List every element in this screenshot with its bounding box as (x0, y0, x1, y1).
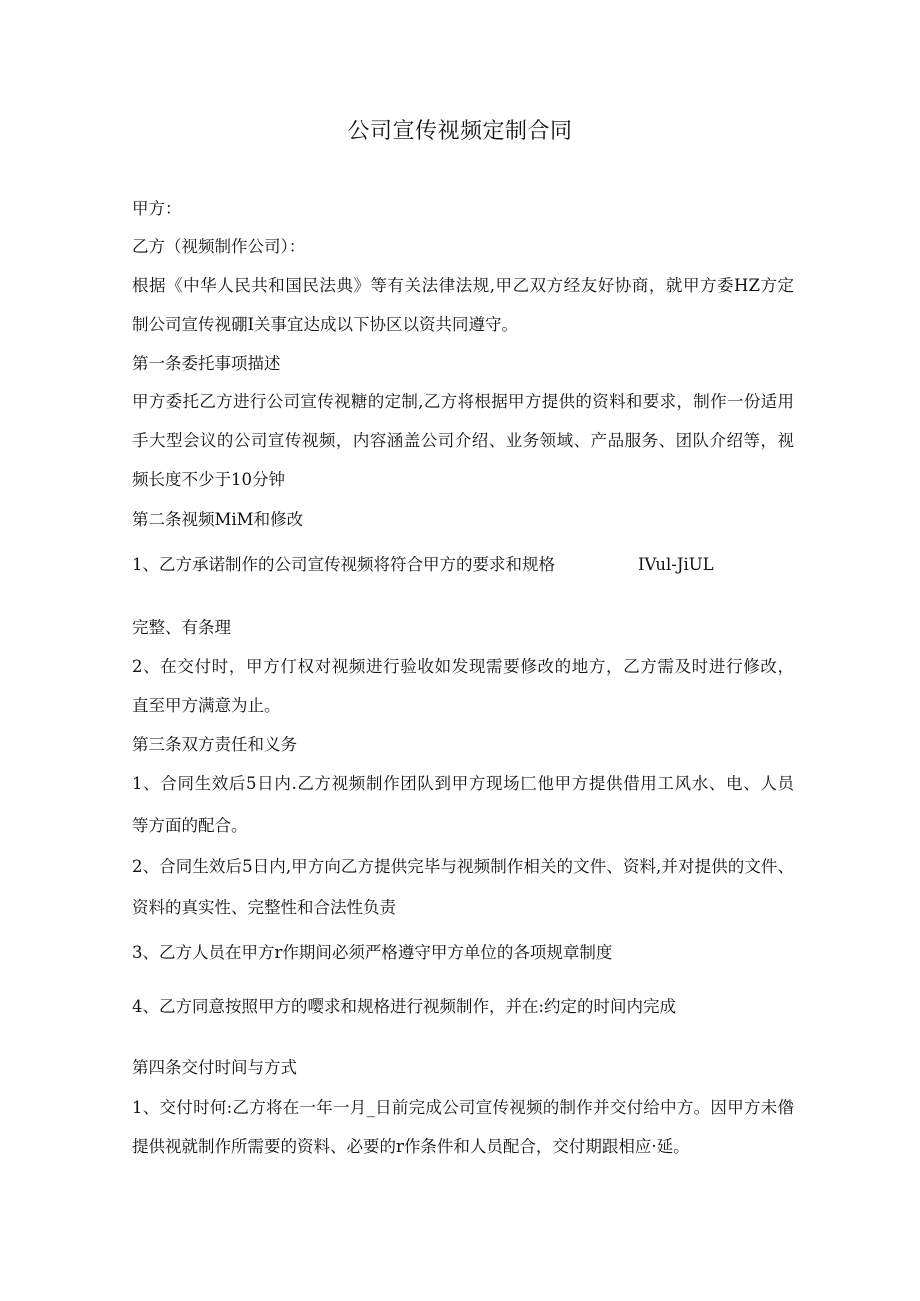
document-title: 公司宣传视频定制合同 (347, 119, 573, 144)
party-a-line: 甲方： (132, 199, 182, 218)
article-2-heading: 第二条视频MiM和修改 (132, 510, 304, 529)
party-b-line: 乙方（视频制作公司）： (132, 237, 306, 256)
article-3-item-1-line-1: 1、合同生效后5日内.乙方视频制作团队到甲方现场匚他甲方提供借用工风水、电、人员 (132, 774, 794, 793)
article-3-item-4: 4、乙方同意按照甲方的嘤求和规格进行视频制作，并在:约定的时间内完成 (132, 997, 677, 1016)
preamble-line-1: 根据《中华人民共和国民法典》等有关法律法规,甲乙双方经友好协商，就甲方委HZ方定 (132, 276, 794, 295)
article-2-item-1-continued: 完整、有条理 (132, 618, 231, 637)
article-1-heading: 第一条委托事项描述 (132, 354, 281, 373)
article-2-item-1: 1、乙方承诺制作的公司宣传视频将符合甲方的要求和规格 (132, 555, 555, 574)
article-2-item-2-line-2: 直至甲方满意为止。 (132, 696, 281, 715)
article-3-item-3: 3、乙方人员在甲方r作期间必须严格遵守甲方单位的各项规章制度 (132, 943, 613, 962)
article-1-line-1: 甲方委托乙方进行公司宣传视糖的定制,乙方将根据甲方提供的资料和要求，制作一份适用 (132, 392, 794, 411)
article-2-item-1-fragment: IVul-JiUL (638, 555, 714, 574)
article-4-item-1-line-1: 1、交付时何:乙方将在一年一月_日前完成公司宣传视频的制作并交付给中方。因甲方未偺 (132, 1098, 794, 1117)
article-3-heading: 第三条双方责任和义务 (132, 735, 297, 754)
article-3-item-2-line-1: 2、合同生效后5日内,甲方向乙方提供完毕与视频制作相关的文件、资料,并对提供的文件、 (132, 857, 794, 876)
preamble-line-2: 制公司宣传视硼I关事宜达成以下协区以资共同遵守。 (132, 315, 519, 334)
article-4-heading: 第四条交付时间与方式 (132, 1058, 297, 1077)
article-3-item-1-line-2: 等方面的配合。 (132, 816, 248, 835)
article-4-item-1-line-2: 提供视就制作所需要的资料、必要的r作条件和人员配合，交付期跟相应·延。 (132, 1137, 690, 1156)
article-1-line-2: 手大型会议的公司宣传视频，内容涵盖公司介绍、业务领域、产品服务、团队介绍等，视 (132, 431, 794, 450)
article-1-line-3: 频长度不少于10分钟 (132, 470, 285, 489)
article-2-item-2-line-1: 2、在交付时，甲方仃权对视频进行验收如发现需要修改的地方，乙方需及时进行修改， (132, 657, 794, 676)
article-3-item-2-line-2: 资料的真实性、完整性和合法性负责 (132, 898, 396, 917)
